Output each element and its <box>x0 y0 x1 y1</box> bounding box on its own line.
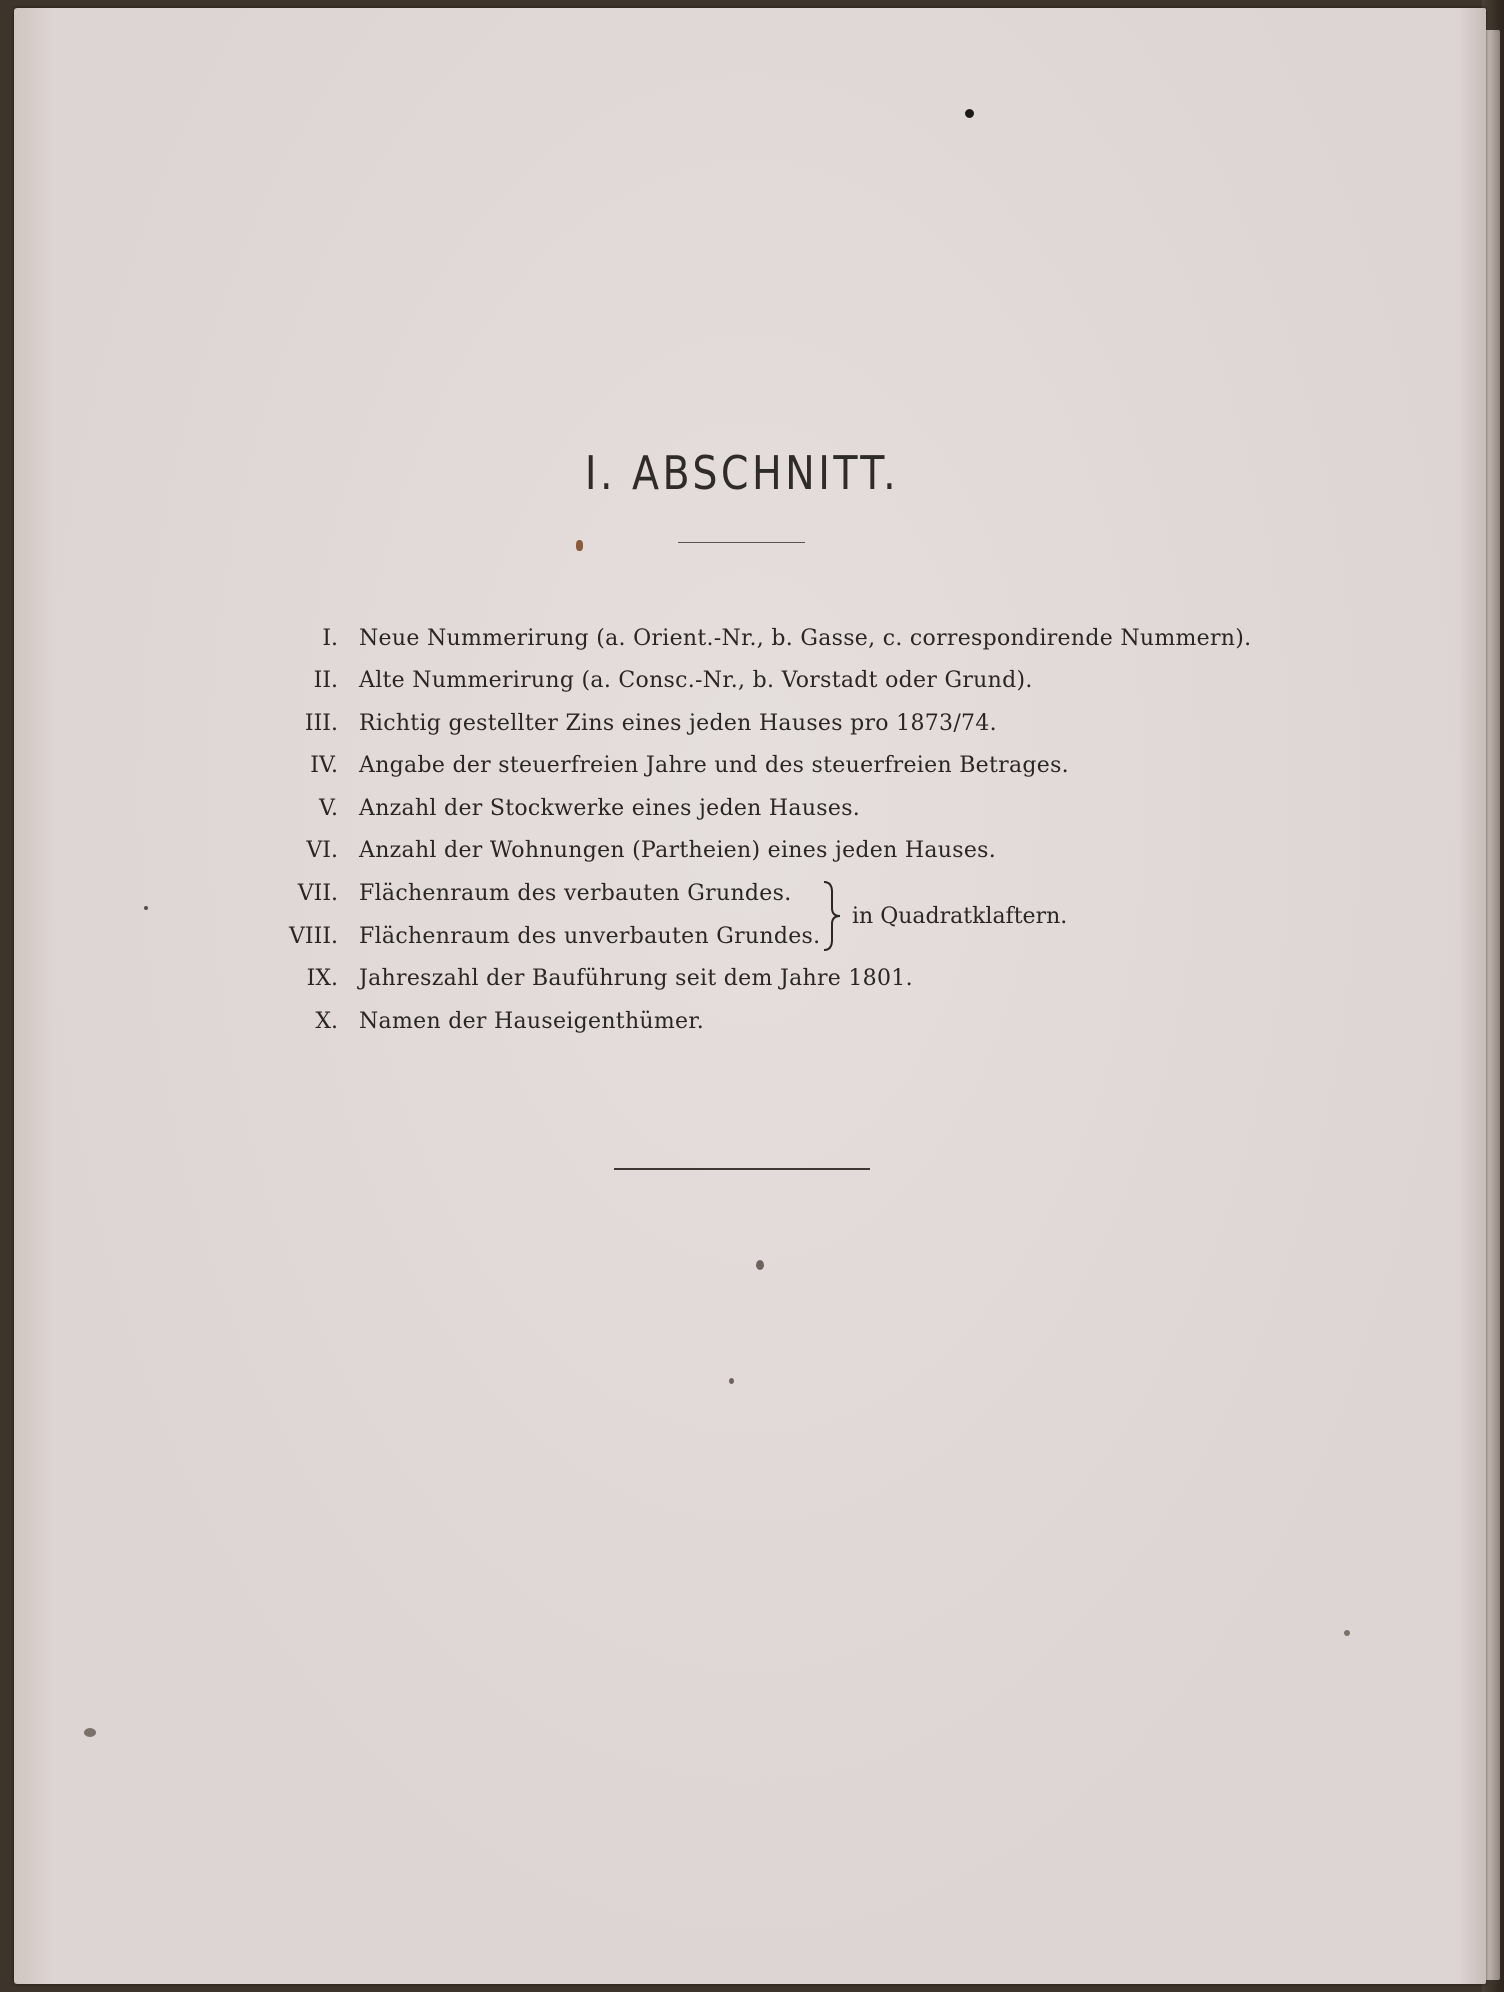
document-page <box>14 8 1486 1984</box>
ink-speck <box>729 1378 734 1384</box>
item-text: Angabe der steuerfreien Jahre und des steuerfreien Betrages. <box>359 753 1069 778</box>
item-numeral: III. <box>304 711 338 736</box>
item-text: Richtig gestellter Zins eines jeden Hauses pro 1873/74. <box>359 711 997 736</box>
ink-speck <box>84 1728 96 1737</box>
item-text: Anzahl der Stockwerke eines jeden Hauses. <box>359 796 861 821</box>
item-numeral: II. <box>313 668 338 693</box>
ink-speck <box>756 1260 764 1270</box>
ink-speck <box>1344 1630 1350 1636</box>
item-numeral: VII. <box>297 881 338 906</box>
item-numeral: VIII. <box>289 924 338 949</box>
item-text: Neue Nummerirung (a. Orient.-Nr., b. Gasse, c. correspondirende Nummern). <box>359 626 1252 651</box>
section-title: I. ABSCHNITT. <box>584 446 900 500</box>
item-numeral: IX. <box>306 966 338 991</box>
title-rule <box>678 542 805 543</box>
closing-rule <box>614 1168 870 1170</box>
foxing-spot <box>576 540 583 551</box>
item-text: Alte Nummerirung (a. Consc.-Nr., b. Vorstadt oder Grund). <box>359 668 1033 693</box>
item-text: Namen der Hauseigenthümer. <box>359 1009 705 1034</box>
item-numeral: VI. <box>306 838 338 863</box>
item-numeral: IV. <box>310 753 338 778</box>
item-text: Flächenraum des unverbauten Grundes. <box>359 924 821 949</box>
item-numeral: I. <box>322 626 338 651</box>
item-numeral: X. <box>315 1009 338 1034</box>
ink-speck <box>965 109 974 118</box>
item-numeral: V. <box>318 796 338 821</box>
item-text: Jahreszahl der Bauführung seit dem Jahre 1801. <box>359 966 913 991</box>
unit-note: in Quadratklaftern. <box>852 904 1068 929</box>
item-text: Flächenraum des verbauten Grundes. <box>359 881 792 906</box>
ink-speck <box>144 906 148 910</box>
item-text: Anzahl der Wohnungen (Partheien) eines jeden Hauses. <box>359 838 997 863</box>
curly-brace-icon <box>820 880 850 952</box>
